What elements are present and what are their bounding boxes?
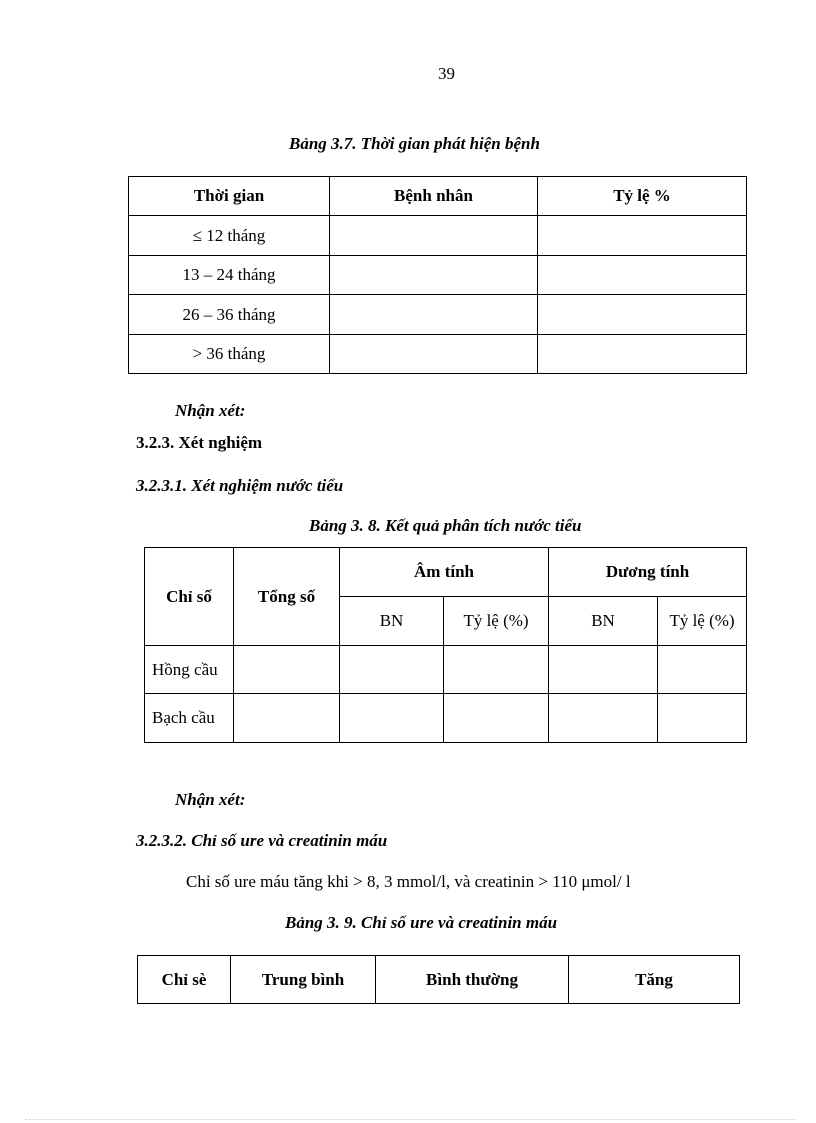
table-cell [538,295,747,335]
table-header-cell: Tỷ lệ % [538,177,747,216]
table-subheader-cell: Tỷ lệ (%) [658,597,747,646]
table-header-cell: Trung bình [231,956,376,1004]
table-cell: Bạch cầu [145,694,234,743]
table-cell [330,335,538,374]
table-header-cell: Bình thường [376,956,569,1004]
table-row [145,694,747,743]
table-cell: > 36 tháng [129,335,330,374]
table-cell [549,694,658,743]
table-header-cell: Bệnh nhân [330,177,538,216]
table-cell [444,694,549,743]
remark-label: Nhận xét: [175,401,246,420]
section-heading: 3.2.3. Xét nghiệm [136,433,263,452]
table-3-7-caption: Bảng 3.7. Thời gian phát hiện bệnh [289,134,540,153]
table-row [129,295,747,335]
table-subheader-cell: BN [340,597,444,646]
table-cell [658,646,747,694]
page-bottom-rule [25,1119,795,1120]
subsection-heading: 3.2.3.2. Chỉ số ure và creatinin máu [136,831,388,850]
table-header-cell: Âm tính [340,548,549,597]
table-cell [444,646,549,694]
table-row [129,335,747,374]
table-cell [538,216,747,256]
table-cell: 26 – 36 tháng [129,295,330,335]
table-row [129,256,747,295]
table-header-cell: Tăng [569,956,740,1004]
body-paragraph: Chỉ số ure máu tăng khi > 8, 3 mmol/l, và creatinin > 110 μmol/ l [186,872,631,891]
table-header-cell: Dương tính [549,548,747,597]
table-cell [234,694,340,743]
table-row [145,646,747,694]
table-3-9-caption: Bảng 3. 9. Chỉ số ure và creatinin máu [285,913,558,932]
table-cell [330,216,538,256]
table-header-cell: Thời gian [129,177,330,216]
table-cell [234,646,340,694]
table-3-8 [144,547,747,743]
table-cell [330,295,538,335]
table-cell [658,694,747,743]
table-cell: ≤ 12 tháng [129,216,330,256]
table-3-7 [128,176,747,374]
table-subheader-cell: BN [549,597,658,646]
table-3-9 [137,955,740,1004]
subsection-heading: 3.2.3.1. Xét nghiệm nước tiểu [136,476,344,495]
table-cell [538,335,747,374]
table-header-cell: Chỉ số [145,548,234,646]
table-3-8-caption: Bảng 3. 8. Kết quả phân tích nước tiểu [309,516,582,535]
table-cell [340,694,444,743]
table-header-cell: Tổng số [234,548,340,646]
page-number: 39 [438,64,455,83]
table-cell: Hồng cầu [145,646,234,694]
table-header-cell: Chỉ sè [138,956,231,1004]
table-cell [330,256,538,295]
table-cell [549,646,658,694]
remark-label: Nhận xét: [175,790,246,809]
table-subheader-cell: Tỷ lệ (%) [444,597,549,646]
table-cell [538,256,747,295]
table-cell [340,646,444,694]
table-row [129,216,747,256]
table-cell: 13 – 24 tháng [129,256,330,295]
